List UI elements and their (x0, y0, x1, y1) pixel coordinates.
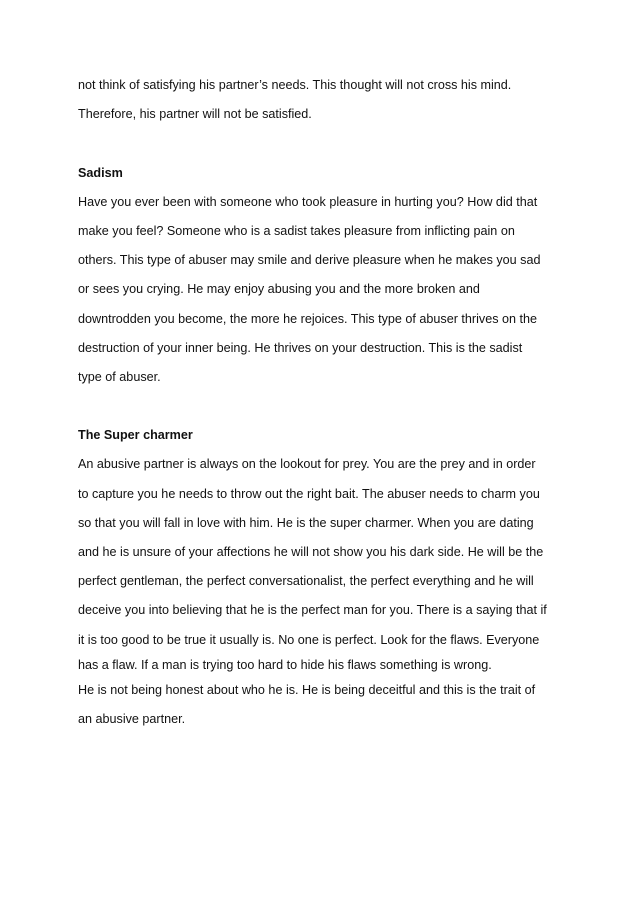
text-line: it is too good to be true it usually is. No one is perfect. Look for the flaws. Everyone (78, 632, 540, 647)
section-heading: The Super charmer (78, 428, 193, 443)
text-line: not think of satisfying his partner’s needs. This thought will not cross his mind. (78, 78, 512, 92)
text-line: destruction of your inner being. He thrives on your destruction. This is the sadist (78, 340, 523, 355)
text-line: Have you ever been with someone who took pleasure in hurting you? How did that (78, 194, 538, 209)
text-line: has a flaw. If a man is trying too hard to hide his flaws something is wrong. (78, 657, 492, 672)
super-charmer-section (78, 421, 568, 734)
text-line: type of abuser. (78, 369, 161, 384)
paragraph-gap (78, 392, 568, 421)
text-line: to capture you he needs to throw out the right bait. The abuser needs to charm you (78, 486, 540, 501)
section-heading: Sadism (78, 165, 123, 180)
text-line: or sees you crying. He may enjoy abusing you and the more broken and (78, 282, 480, 297)
text-line: an abusive partner. (78, 711, 186, 726)
text-line: so that you will fall in love with him. He is the super charmer. When you are dating (78, 515, 534, 530)
paragraph-gap (78, 129, 568, 158)
text-line: make you feel? Someone who is a sadist takes pleasure from inflicting pain on (78, 223, 515, 238)
text-line: Therefore, his partner will not be satisfied. (78, 107, 312, 122)
text-line: others. This type of abuser may smile and derive pleasure when he makes you sad (78, 253, 541, 268)
text-line: An abusive partner is always on the lookout for prey. You are the prey and in order (78, 457, 536, 472)
text-line: and he is unsure of your affections he will not show you his dark side. He will be the (78, 545, 544, 559)
text-line: deceive you into believing that he is the perfect man for you. There is a saying that if (78, 603, 547, 618)
text-line: downtrodden you become, the more he rejoices. This type of abuser thrives on the (78, 311, 538, 326)
text-line: perfect gentleman, the perfect conversationalist, the perfect everything and he will (78, 574, 534, 589)
document-page (78, 71, 568, 734)
sadism-section (78, 159, 568, 393)
text-line: He is not being honest about who he is. He is being deceitful and this is the trait of (78, 682, 536, 697)
intro-paragraph (78, 71, 568, 129)
